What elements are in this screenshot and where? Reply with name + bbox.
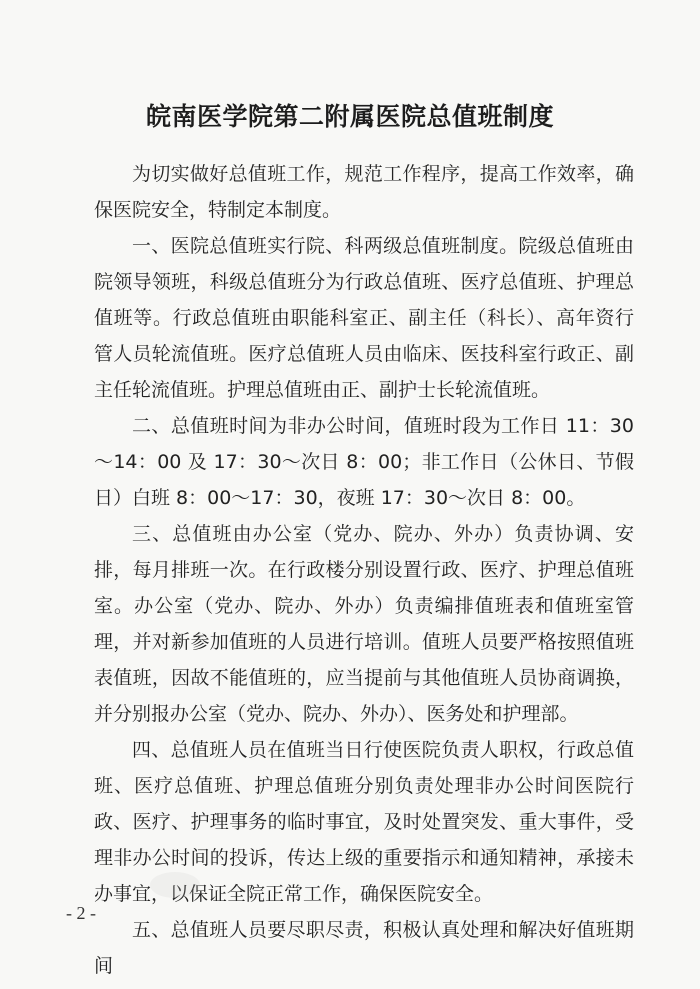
page-number: - 2 -	[66, 903, 96, 923]
paper-smudge	[150, 872, 200, 898]
paragraph-intro: 为切实做好总值班工作，规范工作程序，提高工作效率，确保医院安全，特制定本制度。	[94, 163, 634, 221]
paragraph-3: 三、总值班由办公室（党办、院办、外办）负责协调、安排，每月排班一次。在行政楼分别设置行政、医疗、护理总值班室。办公室（党办、院办、外办）负责编排值班表和值班室管理，并对新参加值班的人员进行培训。值班人员要严格按照值班表值班，因故不能值班的，应当提前与其他值班人员协商调换，并分别报办公室（党办、院办、外办）、医务处和护理部。	[94, 523, 634, 725]
paragraph-1: 一、医院总值班实行院、科两级总值班制度。院级总值班由院领导领班，科级总值班分为行政总值班、医疗总值班、护理总值班等。行政总值班由职能科室正、副主任（科长）、高年资行管人员轮流值班。医疗总值班人员由临床、医技科室行政正、副主任轮流值班。护理总值班由正、副护士长轮流值班。	[94, 235, 634, 401]
paragraph-4: 四、总值班人员在值班当日行使医院负责人职权，行政总值班、医疗总值班、护理总值班分别负责处理非办公时间医院行政、医疗、护理事务的临时事宜，及时处置突发、重大事件，受理非办公时间的投诉，传达上级的重要指示和通知精神，承接未办事宜，以保证全院正常工作，确保医院安全。	[94, 739, 634, 905]
paragraph-5: 五、总值班人员要尽职尽责，积极认真处理和解决好值班期间	[94, 919, 634, 977]
document-title: 皖南医学院第二附属医院总值班制度	[145, 102, 554, 131]
paragraph-2: 二、总值班时间为非办公时间，值班时段为工作日 11：30～14：00 及 17：30～次日 8：00；非工作日（公休日、节假日）白班 8：00～17：30，夜班 17：30～次日 8：00。	[94, 415, 634, 509]
document-body	[94, 156, 634, 984]
